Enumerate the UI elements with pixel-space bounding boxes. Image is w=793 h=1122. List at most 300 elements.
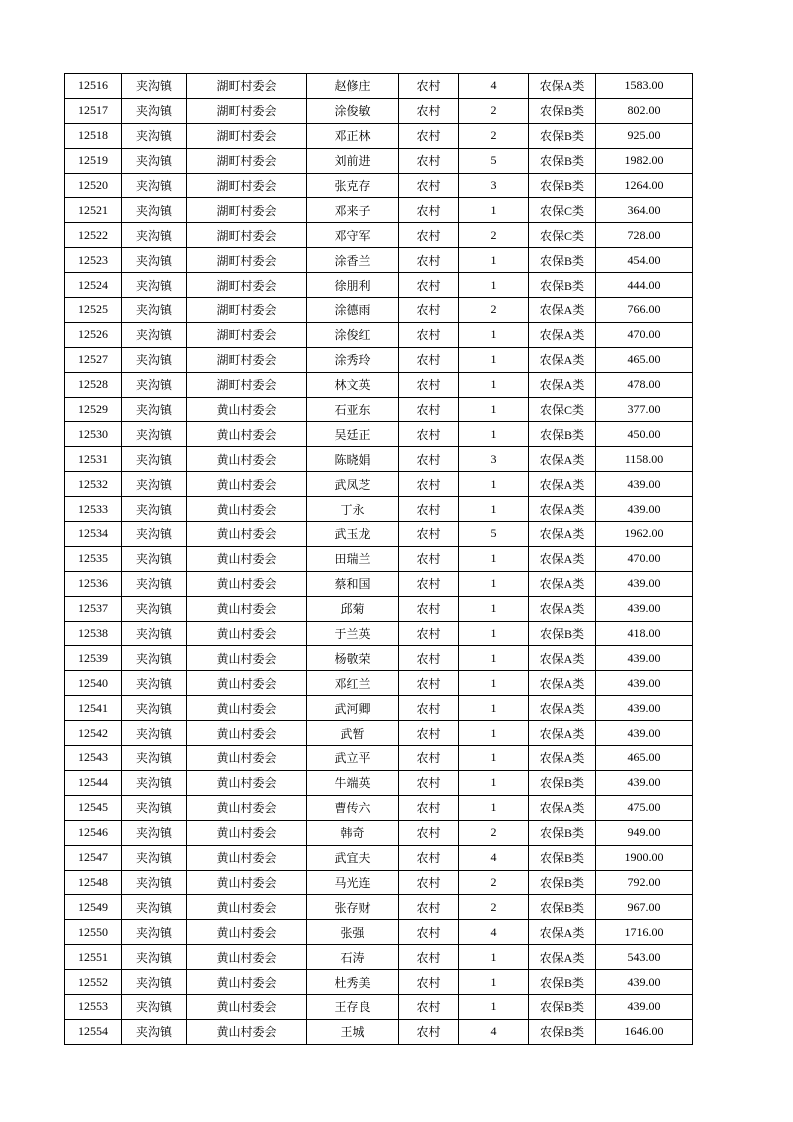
table-cell: 赵修庄 [307, 74, 399, 99]
table-cell: 王城 [307, 1019, 399, 1044]
table-cell: 农保A类 [529, 322, 596, 347]
table-cell: 夹沟镇 [122, 198, 187, 223]
table-cell: 12553 [65, 994, 122, 1019]
table-cell: 农村 [399, 945, 459, 970]
table-cell: 夹沟镇 [122, 372, 187, 397]
table-cell: 农保B类 [529, 970, 596, 995]
table-cell: 439.00 [596, 994, 693, 1019]
table-cell: 湖町村委会 [187, 198, 307, 223]
table-cell: 夹沟镇 [122, 621, 187, 646]
table-cell: 武暂 [307, 721, 399, 746]
table-cell: 农保B类 [529, 820, 596, 845]
table-cell: 1982.00 [596, 148, 693, 173]
table-row [65, 746, 693, 771]
table-cell: 465.00 [596, 347, 693, 372]
table-cell: 444.00 [596, 273, 693, 298]
table-cell: 黄山村委会 [187, 920, 307, 945]
table-cell: 农村 [399, 870, 459, 895]
table-row [65, 372, 693, 397]
table-cell: 夹沟镇 [122, 148, 187, 173]
table-cell: 农保B类 [529, 845, 596, 870]
table-cell: 湖町村委会 [187, 273, 307, 298]
table-cell: 12539 [65, 646, 122, 671]
table-cell: 农保A类 [529, 920, 596, 945]
table-cell: 黄山村委会 [187, 422, 307, 447]
table-cell: 湖町村委会 [187, 173, 307, 198]
table-cell: 1 [459, 970, 529, 995]
table-cell: 黄山村委会 [187, 621, 307, 646]
table-cell: 4 [459, 845, 529, 870]
table-cell: 1716.00 [596, 920, 693, 945]
table-row [65, 945, 693, 970]
table-cell: 陈晓娟 [307, 447, 399, 472]
table-cell: 4 [459, 920, 529, 945]
table-cell: 2 [459, 123, 529, 148]
table-cell: 张存财 [307, 895, 399, 920]
table-cell: 农村 [399, 148, 459, 173]
table-cell: 湖町村委会 [187, 248, 307, 273]
table-cell: 农村 [399, 721, 459, 746]
table-cell: 5 [459, 148, 529, 173]
table-cell: 农村 [399, 795, 459, 820]
table-cell: 农村 [399, 920, 459, 945]
table-cell: 农保B类 [529, 895, 596, 920]
table-cell: 1 [459, 994, 529, 1019]
table-cell: 邓红兰 [307, 671, 399, 696]
table-row [65, 223, 693, 248]
table-row [65, 198, 693, 223]
table-cell: 439.00 [596, 770, 693, 795]
table-cell: 农保C类 [529, 223, 596, 248]
table-cell: 夹沟镇 [122, 970, 187, 995]
table-cell: 478.00 [596, 372, 693, 397]
table-cell: 黄山村委会 [187, 820, 307, 845]
table-cell: 夹沟镇 [122, 248, 187, 273]
table-cell: 2 [459, 298, 529, 323]
table-cell: 1 [459, 273, 529, 298]
table-cell: 2 [459, 870, 529, 895]
table-cell: 涂德雨 [307, 298, 399, 323]
table-cell: 农村 [399, 596, 459, 621]
table-cell: 1900.00 [596, 845, 693, 870]
table-cell: 4 [459, 74, 529, 99]
table-cell: 1 [459, 621, 529, 646]
table-cell: 2 [459, 820, 529, 845]
table-cell: 439.00 [596, 472, 693, 497]
table-cell: 黄山村委会 [187, 522, 307, 547]
table-cell: 夹沟镇 [122, 98, 187, 123]
table-cell: 涂秀玲 [307, 347, 399, 372]
table-cell: 925.00 [596, 123, 693, 148]
table-cell: 林文英 [307, 372, 399, 397]
table-cell: 黄山村委会 [187, 671, 307, 696]
table-cell: 农村 [399, 173, 459, 198]
table-cell: 12536 [65, 571, 122, 596]
table-cell: 12521 [65, 198, 122, 223]
table-row [65, 920, 693, 945]
table-cell: 武宜夫 [307, 845, 399, 870]
table-cell: 农村 [399, 820, 459, 845]
table-cell: 农村 [399, 571, 459, 596]
table-cell: 农村 [399, 994, 459, 1019]
table-row [65, 248, 693, 273]
table-cell: 夹沟镇 [122, 721, 187, 746]
table-cell: 农保B类 [529, 248, 596, 273]
table-cell: 武玉龙 [307, 522, 399, 547]
table-cell: 农保A类 [529, 497, 596, 522]
table-cell: 12530 [65, 422, 122, 447]
table-cell: 1 [459, 770, 529, 795]
table-cell: 12526 [65, 322, 122, 347]
table-cell: 夹沟镇 [122, 497, 187, 522]
table-cell: 农村 [399, 123, 459, 148]
table-cell: 蔡和国 [307, 571, 399, 596]
table-cell: 12537 [65, 596, 122, 621]
table-cell: 农村 [399, 74, 459, 99]
table-cell: 农保B类 [529, 1019, 596, 1044]
table-cell: 农村 [399, 770, 459, 795]
table-cell: 农保A类 [529, 74, 596, 99]
table-cell: 1 [459, 571, 529, 596]
table-cell: 农保C类 [529, 397, 596, 422]
table-cell: 夹沟镇 [122, 870, 187, 895]
table-cell: 农保A类 [529, 945, 596, 970]
table-cell: 728.00 [596, 223, 693, 248]
table-row [65, 546, 693, 571]
table-cell: 农村 [399, 248, 459, 273]
table-cell: 农保A类 [529, 671, 596, 696]
table-cell: 农村 [399, 447, 459, 472]
table-cell: 武河卿 [307, 696, 399, 721]
table-cell: 1 [459, 422, 529, 447]
table-cell: 武凤芝 [307, 472, 399, 497]
table-cell: 牛端英 [307, 770, 399, 795]
table-cell: 470.00 [596, 322, 693, 347]
table-row [65, 148, 693, 173]
table-cell: 农村 [399, 522, 459, 547]
table-row [65, 970, 693, 995]
table-cell: 农保B类 [529, 148, 596, 173]
table-cell: 农保B类 [529, 173, 596, 198]
table-cell: 1 [459, 746, 529, 771]
table-row [65, 273, 693, 298]
table-cell: 543.00 [596, 945, 693, 970]
table-cell: 夹沟镇 [122, 646, 187, 671]
table-cell: 涂香兰 [307, 248, 399, 273]
table-cell: 农村 [399, 497, 459, 522]
table-row [65, 397, 693, 422]
table-cell: 农保A类 [529, 298, 596, 323]
table-cell: 田瑞兰 [307, 546, 399, 571]
table-cell: 12544 [65, 770, 122, 795]
table-cell: 377.00 [596, 397, 693, 422]
table-cell: 12547 [65, 845, 122, 870]
table-cell: 邱菊 [307, 596, 399, 621]
table-cell: 农保A类 [529, 571, 596, 596]
table-cell: 农村 [399, 372, 459, 397]
table-cell: 夹沟镇 [122, 571, 187, 596]
table-cell: 1 [459, 248, 529, 273]
table-cell: 夹沟镇 [122, 596, 187, 621]
table-cell: 农保A类 [529, 472, 596, 497]
table-row [65, 422, 693, 447]
table-row [65, 347, 693, 372]
table-cell: 农保A类 [529, 522, 596, 547]
table-cell: 农村 [399, 347, 459, 372]
table-cell: 黄山村委会 [187, 447, 307, 472]
table-cell: 马光连 [307, 870, 399, 895]
table-cell: 1 [459, 322, 529, 347]
table-cell: 802.00 [596, 98, 693, 123]
table-cell: 农村 [399, 746, 459, 771]
table-cell: 12541 [65, 696, 122, 721]
table-cell: 湖町村委会 [187, 322, 307, 347]
table-cell: 夹沟镇 [122, 347, 187, 372]
table-row [65, 820, 693, 845]
table-cell: 439.00 [596, 596, 693, 621]
table-cell: 农保B类 [529, 273, 596, 298]
table-cell: 杜秀美 [307, 970, 399, 995]
table-cell: 邓来子 [307, 198, 399, 223]
table-cell: 439.00 [596, 696, 693, 721]
table-cell: 湖町村委会 [187, 123, 307, 148]
table-cell: 湖町村委会 [187, 148, 307, 173]
table-cell: 1 [459, 646, 529, 671]
table-cell: 农村 [399, 845, 459, 870]
table-cell: 1158.00 [596, 447, 693, 472]
table-cell: 2 [459, 895, 529, 920]
table-cell: 杨敬荣 [307, 646, 399, 671]
table-cell: 农保A类 [529, 372, 596, 397]
table-cell: 12554 [65, 1019, 122, 1044]
table-cell: 农保A类 [529, 721, 596, 746]
table-cell: 1 [459, 546, 529, 571]
table-cell: 夹沟镇 [122, 1019, 187, 1044]
table-row [65, 123, 693, 148]
table-cell: 湖町村委会 [187, 223, 307, 248]
table-cell: 470.00 [596, 546, 693, 571]
table-cell: 夹沟镇 [122, 671, 187, 696]
table-cell: 5 [459, 522, 529, 547]
table-row [65, 870, 693, 895]
table-cell: 农保A类 [529, 546, 596, 571]
table-cell: 3 [459, 173, 529, 198]
table-cell: 黄山村委会 [187, 497, 307, 522]
table-cell: 夹沟镇 [122, 472, 187, 497]
table-cell: 439.00 [596, 721, 693, 746]
table-cell: 12550 [65, 920, 122, 945]
table-cell: 夹沟镇 [122, 795, 187, 820]
table-cell: 1 [459, 671, 529, 696]
table-row [65, 671, 693, 696]
table-cell: 吴廷正 [307, 422, 399, 447]
table-cell: 黄山村委会 [187, 721, 307, 746]
table-cell: 黄山村委会 [187, 870, 307, 895]
table-cell: 1264.00 [596, 173, 693, 198]
table-cell: 农村 [399, 671, 459, 696]
table-cell: 439.00 [596, 646, 693, 671]
table-cell: 1 [459, 347, 529, 372]
table-cell: 农保A类 [529, 347, 596, 372]
table-row [65, 646, 693, 671]
table-cell: 364.00 [596, 198, 693, 223]
table-cell: 黄山村委会 [187, 596, 307, 621]
table-cell: 涂俊敏 [307, 98, 399, 123]
table-cell: 12524 [65, 273, 122, 298]
table-cell: 湖町村委会 [187, 347, 307, 372]
table-cell: 12534 [65, 522, 122, 547]
table-cell: 2 [459, 98, 529, 123]
table-cell: 王存良 [307, 994, 399, 1019]
table-cell: 12543 [65, 746, 122, 771]
table-cell: 农保A类 [529, 696, 596, 721]
table-cell: 792.00 [596, 870, 693, 895]
table-cell: 邓正林 [307, 123, 399, 148]
table-cell: 农保C类 [529, 198, 596, 223]
table-cell: 439.00 [596, 571, 693, 596]
table-cell: 465.00 [596, 746, 693, 771]
table-cell: 12533 [65, 497, 122, 522]
table-cell: 12527 [65, 347, 122, 372]
table-cell: 1 [459, 721, 529, 746]
table-cell: 夹沟镇 [122, 746, 187, 771]
table-cell: 黄山村委会 [187, 646, 307, 671]
table-cell: 12531 [65, 447, 122, 472]
table-cell: 石亚东 [307, 397, 399, 422]
table-cell: 夹沟镇 [122, 422, 187, 447]
table-cell: 夹沟镇 [122, 845, 187, 870]
table-cell: 夹沟镇 [122, 920, 187, 945]
table-cell: 12525 [65, 298, 122, 323]
table-cell: 夹沟镇 [122, 522, 187, 547]
table-cell: 夹沟镇 [122, 945, 187, 970]
table-row [65, 1019, 693, 1044]
table-cell: 2 [459, 223, 529, 248]
table-cell: 12549 [65, 895, 122, 920]
table-cell: 农村 [399, 970, 459, 995]
table-cell: 夹沟镇 [122, 820, 187, 845]
table-cell: 韩奇 [307, 820, 399, 845]
data-table [64, 73, 693, 1045]
table-cell: 黄山村委会 [187, 397, 307, 422]
table-cell: 1962.00 [596, 522, 693, 547]
table-cell: 农保B类 [529, 870, 596, 895]
table-cell: 农村 [399, 422, 459, 447]
table-cell: 12535 [65, 546, 122, 571]
table-row [65, 770, 693, 795]
table-cell: 黄山村委会 [187, 571, 307, 596]
table-row [65, 571, 693, 596]
table-cell: 湖町村委会 [187, 74, 307, 99]
table-cell: 12523 [65, 248, 122, 273]
table-row [65, 74, 693, 99]
table-row [65, 298, 693, 323]
table-cell: 12532 [65, 472, 122, 497]
table-cell: 徐朋利 [307, 273, 399, 298]
table-cell: 12522 [65, 223, 122, 248]
table-cell: 农村 [399, 472, 459, 497]
table-body [65, 74, 693, 1045]
table-cell: 黄山村委会 [187, 696, 307, 721]
table-cell: 农村 [399, 1019, 459, 1044]
table-cell: 1 [459, 397, 529, 422]
table-cell: 农保A类 [529, 746, 596, 771]
table-cell: 1 [459, 372, 529, 397]
table-cell: 农村 [399, 696, 459, 721]
table-cell: 农保B类 [529, 994, 596, 1019]
table-cell: 武立平 [307, 746, 399, 771]
table-cell: 夹沟镇 [122, 696, 187, 721]
table-cell: 农村 [399, 198, 459, 223]
table-cell: 黄山村委会 [187, 472, 307, 497]
table-cell: 曹传六 [307, 795, 399, 820]
table-cell: 农保B类 [529, 621, 596, 646]
table-cell: 农保B类 [529, 422, 596, 447]
table-cell: 夹沟镇 [122, 223, 187, 248]
table-cell: 439.00 [596, 970, 693, 995]
table-cell: 石涛 [307, 945, 399, 970]
table-cell: 1 [459, 696, 529, 721]
table-cell: 农保A类 [529, 646, 596, 671]
table-cell: 1583.00 [596, 74, 693, 99]
table-cell: 张强 [307, 920, 399, 945]
table-row [65, 895, 693, 920]
table-cell: 夹沟镇 [122, 994, 187, 1019]
table-cell: 12518 [65, 123, 122, 148]
table-cell: 1 [459, 497, 529, 522]
table-cell: 于兰英 [307, 621, 399, 646]
table-cell: 农村 [399, 546, 459, 571]
table-cell: 湖町村委会 [187, 372, 307, 397]
table-cell: 农村 [399, 621, 459, 646]
table-cell: 农村 [399, 223, 459, 248]
table-cell: 张克存 [307, 173, 399, 198]
table-cell: 农保B类 [529, 123, 596, 148]
table-cell: 12529 [65, 397, 122, 422]
table-cell: 夹沟镇 [122, 770, 187, 795]
table-row [65, 696, 693, 721]
table-cell: 农村 [399, 322, 459, 347]
table-cell: 刘前进 [307, 148, 399, 173]
table-cell: 12528 [65, 372, 122, 397]
table-cell: 766.00 [596, 298, 693, 323]
table-cell: 夹沟镇 [122, 173, 187, 198]
table-cell: 农保B类 [529, 98, 596, 123]
table-row [65, 994, 693, 1019]
table-cell: 12546 [65, 820, 122, 845]
table-cell: 12548 [65, 870, 122, 895]
table-cell: 3 [459, 447, 529, 472]
table-cell: 12545 [65, 795, 122, 820]
table-cell: 1 [459, 945, 529, 970]
table-cell: 949.00 [596, 820, 693, 845]
table-cell: 黄山村委会 [187, 994, 307, 1019]
table-row [65, 447, 693, 472]
table-row [65, 322, 693, 347]
table-cell: 黄山村委会 [187, 895, 307, 920]
table-cell: 湖町村委会 [187, 98, 307, 123]
table-cell: 439.00 [596, 497, 693, 522]
table-cell: 农保B类 [529, 770, 596, 795]
table-cell: 12516 [65, 74, 122, 99]
table-row [65, 522, 693, 547]
table-cell: 黄山村委会 [187, 546, 307, 571]
table-cell: 12540 [65, 671, 122, 696]
table-cell: 1 [459, 198, 529, 223]
table-row [65, 845, 693, 870]
table-cell: 12552 [65, 970, 122, 995]
table-cell: 12517 [65, 98, 122, 123]
